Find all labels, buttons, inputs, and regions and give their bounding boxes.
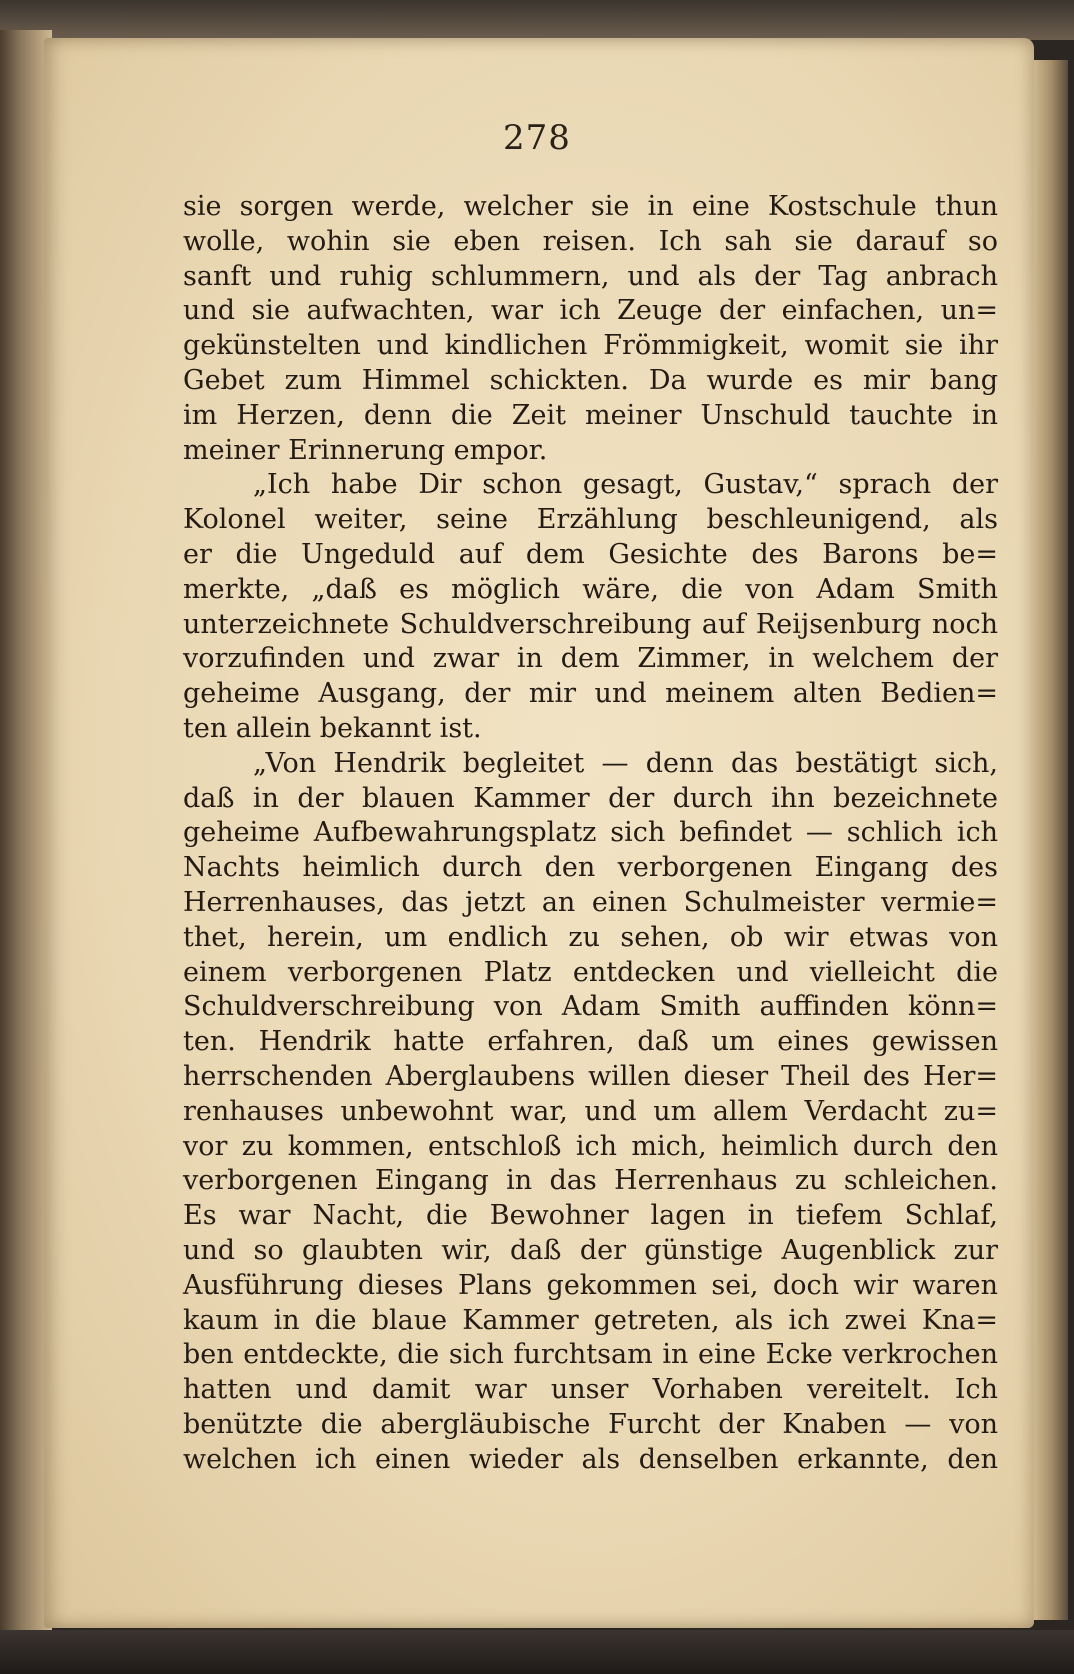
- text-line: sanft und ruhig schlummern, und als der Tag anbrach: [183, 260, 998, 292]
- text-line: Schuldverschreibung von Adam Smith auffinden könn=: [183, 991, 998, 1023]
- text-line: wolle, wohin sie eben reisen. Ich sah sie darauf so: [183, 225, 998, 257]
- text-line: Gebet zum Himmel schickten. Da wurde es mir bang: [183, 364, 998, 396]
- text-line: thet, herein, um endlich zu sehen, ob wir etwas von: [183, 921, 998, 953]
- body-text: [183, 190, 998, 1477]
- book-cover-top: [0, 0, 1074, 40]
- text-line: gekünstelten und kindlichen Frömmigkeit, womit sie ihr: [183, 330, 998, 362]
- page-number: 278: [503, 118, 571, 158]
- text-line: herrschenden Aberglaubens willen dieser Theil des Her=: [183, 1060, 998, 1092]
- text-line: Ausführung dieses Plans gekommen sei, doch wir waren: [183, 1269, 998, 1301]
- text-line: renhauses unbewohnt war, und um allem Verdacht zu=: [183, 1095, 998, 1127]
- text-line: verborgenen Eingang in das Herrenhaus zu schleichen.: [183, 1165, 998, 1197]
- text-line: vor zu kommen, entschloß ich mich, heimlich durch den: [183, 1130, 998, 1162]
- text-line: Herrenhauses, das jetzt an einen Schulmeister vermie=: [183, 886, 998, 918]
- text-line: ten. Hendrik hatte erfahren, daß um eines gewissen: [183, 1026, 998, 1058]
- text-line: vorzufinden und zwar in dem Zimmer, in welchem der: [183, 643, 998, 675]
- text-line: merkte, „daß es möglich wäre, die von Adam Smith: [183, 573, 998, 605]
- text-line: Es war Nacht, die Bewohner lagen in tiefem Schlaf,: [183, 1200, 998, 1232]
- text-line: „Ich habe Dir schon gesagt, Gustav,“ sprach der: [253, 469, 998, 501]
- text-line: meiner Erinnerung empor.: [183, 434, 548, 466]
- text-line: ten allein bekannt ist.: [183, 712, 482, 744]
- text-line: kaum in die blaue Kammer getreten, als ich zwei Kna=: [183, 1304, 998, 1336]
- text-line: daß in der blauen Kammer der durch ihn bezeichnete: [183, 782, 998, 814]
- text-line: geheime Ausgang, der mir und meinem alten Bedien=: [183, 678, 998, 710]
- text-line: „Von Hendrik begleitet — denn das bestätigt sich,: [253, 747, 998, 779]
- text-line: ben entdeckte, die sich furchtsam in eine Ecke verkrochen: [183, 1339, 998, 1371]
- text-line: er die Ungeduld auf dem Gesichte des Barons be=: [183, 538, 998, 570]
- text-line: benützte die abergläubische Furcht der Knaben — von: [183, 1408, 998, 1440]
- text-line: einem verborgenen Platz entdecken und vielleicht die: [183, 956, 998, 988]
- text-line: im Herzen, denn die Zeit meiner Unschuld tauchte in: [183, 399, 998, 431]
- text-line: Nachts heimlich durch den verborgenen Eingang des: [183, 852, 998, 884]
- text-line: Kolonel weiter, seine Erzählung beschleunigend, als: [183, 504, 998, 536]
- text-line: und sie aufwachten, war ich Zeuge der einfachen, un=: [183, 295, 998, 327]
- book-cover-bottom: [0, 1630, 1074, 1674]
- text-line: hatten und damit war unser Vorhaben vereitelt. Ich: [183, 1374, 998, 1406]
- text-line: unterzeichnete Schuldverschreibung auf Reijsenburg noch: [183, 608, 998, 640]
- text-line: und so glaubten wir, daß der günstige Augenblick zur: [183, 1234, 998, 1266]
- page-edges: [1034, 60, 1068, 1620]
- text-line: geheime Aufbewahrungsplatz sich befindet — schlich ich: [183, 817, 998, 849]
- text-line: welchen ich einen wieder als denselben erkannte, den: [183, 1443, 998, 1475]
- text-line: sie sorgen werde, welcher sie in eine Kostschule thun: [183, 191, 998, 222]
